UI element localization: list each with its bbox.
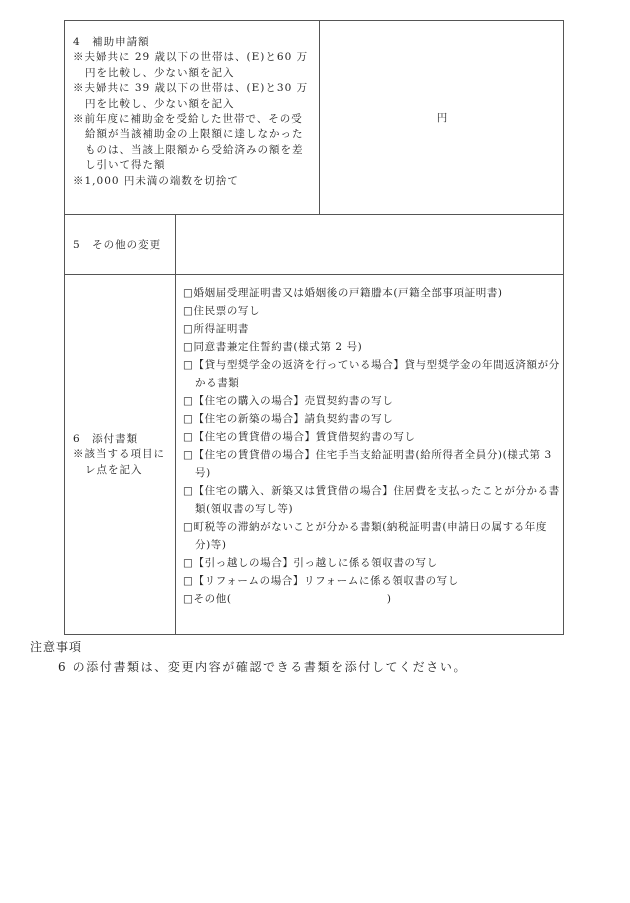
note-age-39: ※夫婦共に 39 歳以下の世帯は、(E)と30 万円を比較し、少ない額を記入 bbox=[73, 82, 309, 110]
note-age-29: ※夫婦共に 29 歳以下の世帯は、(E)と60 万円を比較し、少ない額を記入 bbox=[73, 51, 309, 79]
attachments-instruction: ※該当する項目にレ点を記入 bbox=[73, 448, 165, 476]
checklist-item-housing-payment[interactable]: □【住宅の購入、新築又は賃貸借の場合】住居費を支払ったことが分かる書類(領収書の写し等) bbox=[183, 485, 560, 515]
subsidy-amount-label-cell bbox=[65, 21, 319, 214]
subsidy-amount-input[interactable] bbox=[319, 21, 565, 214]
other-changes-input[interactable] bbox=[175, 214, 565, 274]
other-changes-label: 5 その他の変更 bbox=[73, 238, 162, 251]
note-previous-year: ※前年度に補助金を受給した世帯で、その受給額が当該補助金の上限額に達しなかったものは、当該上限額から受給済みの額を差し引いて得た額 bbox=[73, 113, 304, 172]
note-rounding: ※1,000 円未満の端数を切捨て bbox=[73, 174, 239, 187]
checklist-item-marriage-certificate[interactable]: □婚姻届受理証明書又は婚姻後の戸籍謄本(戸籍全部事項証明書) bbox=[183, 287, 503, 299]
yen-unit: 円 bbox=[436, 112, 448, 124]
checklist-item-scholarship[interactable]: □【貸与型奨学金の返済を行っている場合】貸与型奨学金の年間返済額が分かる書類 bbox=[183, 359, 560, 389]
checklist-item-renovation-receipt[interactable]: □【リフォームの場合】リフォームに係る領収書の写し bbox=[183, 575, 459, 587]
application-form-table bbox=[64, 20, 564, 635]
notes-text: 6 の添付書類は、変更内容が確認できる書類を添付してください。 bbox=[58, 660, 468, 674]
checklist-item-tax-certificate[interactable]: □町税等の滞納がないことが分かる書類(納税証明書(申請日の属する年度分)等) bbox=[183, 521, 548, 551]
attachments-title: 6 添付書類 bbox=[73, 432, 139, 445]
checklist-item-housing-allowance[interactable]: □【住宅の賃貸借の場合】住宅手当支給証明書(給所得者全員分)(様式第 3 号) bbox=[183, 449, 552, 479]
checklist-item-resident-card[interactable]: □住民票の写し bbox=[183, 305, 261, 317]
attachments-checklist bbox=[175, 274, 565, 636]
checklist-item-other[interactable]: □その他( ) bbox=[183, 593, 392, 605]
subsidy-amount-title: 4 補助申請額 bbox=[73, 36, 150, 48]
checklist-item-consent-form[interactable]: □同意書兼定住誓約書(様式第 2 号) bbox=[183, 341, 363, 353]
checklist-item-lease-contract[interactable]: □【住宅の賃貸借の場合】賃貸借契約書の写し bbox=[183, 431, 416, 443]
attachments-label-cell bbox=[65, 274, 175, 636]
checklist-item-construction-contract[interactable]: □【住宅の新築の場合】請負契約書の写し bbox=[183, 413, 394, 425]
checklist-item-purchase-contract[interactable]: □【住宅の購入の場合】売買契約書の写し bbox=[183, 395, 394, 407]
notes-heading: 注意事項 bbox=[30, 640, 83, 654]
checklist-item-moving-receipt[interactable]: □【引っ越しの場合】引っ越しに係る領収書の写し bbox=[183, 557, 438, 569]
checklist-item-income-certificate[interactable]: □所得証明書 bbox=[183, 323, 250, 335]
